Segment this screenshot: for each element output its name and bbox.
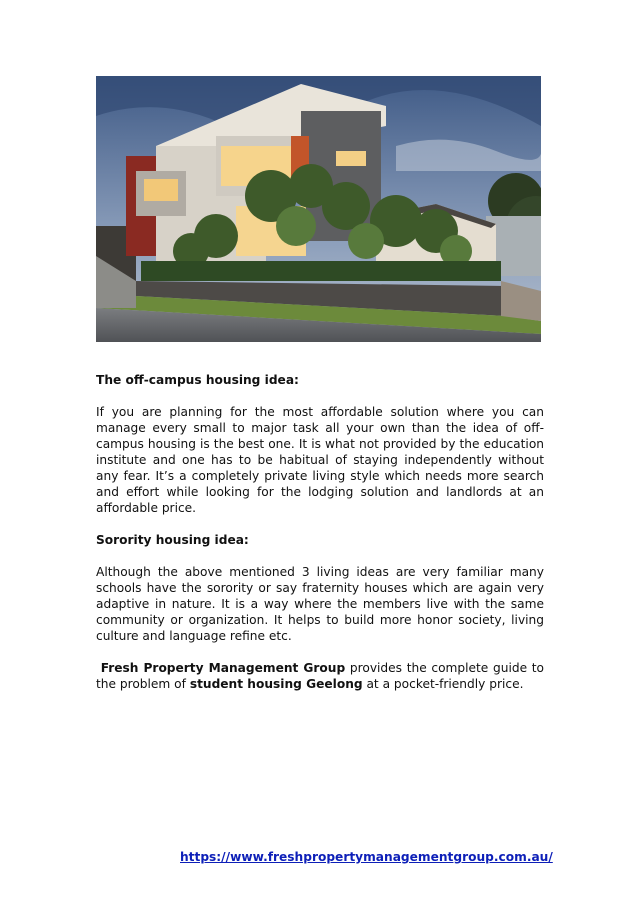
house-photo-illustration <box>96 76 541 342</box>
company-name: Fresh Property Management Group <box>100 661 346 675</box>
closing-paragraph <box>96 660 544 692</box>
footer-website-link[interactable]: https://www.freshpropertymanagementgroup.com.au/ <box>180 850 553 864</box>
section-paragraph-sorority: Although the above mentioned 3 living ideas are very familiar many schools have the sorority or say fraternity houses which are again very adaptive in nature. It is a way where the members live with the same community or organization. It helps to build more honor society, living culture and language refine etc. <box>96 565 544 643</box>
article-body <box>96 372 544 708</box>
closing-text-1: provides the complete guide to the problem of <box>96 661 544 691</box>
footer <box>180 850 553 864</box>
closing-text-2: at a pocket-friendly price. <box>362 677 524 691</box>
section-paragraph-off-campus: If you are planning for the most affordable solution where you can manage every small to major task all your own than the idea of off-campus housing is the best one. It is what not provided by the education institute and one has to be habitual of staying independently without any fear. It’s a completely private living style which needs more search and effort while looking for the lodging solution and landlords at an affordable price. <box>96 405 544 515</box>
section-heading-sorority: Sorority housing idea: <box>96 533 249 547</box>
keyword-student-housing: student housing Geelong <box>189 677 363 691</box>
section-heading-off-campus: The off-campus housing idea: <box>96 373 299 387</box>
house-photo <box>96 76 541 342</box>
